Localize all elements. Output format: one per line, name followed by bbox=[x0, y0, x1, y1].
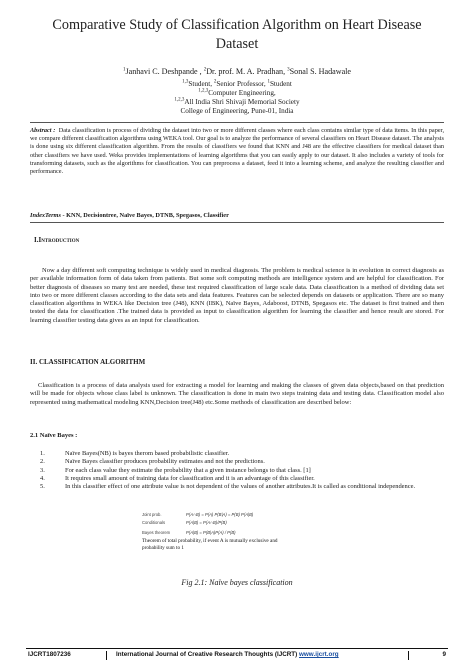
abstract bbox=[30, 127, 444, 176]
formula-label: Bayes theorem bbox=[142, 529, 171, 535]
section-1-heading: I.Introduction bbox=[34, 236, 80, 244]
page-footer bbox=[28, 651, 446, 660]
role-3-index: 1 bbox=[267, 79, 270, 85]
abstract-label: Abstract : bbox=[30, 127, 56, 134]
affiliation-college: College of Engineering, Pune-01, India bbox=[180, 107, 294, 115]
society-index: 1,2,3 bbox=[174, 97, 185, 103]
author-3-index: 3 bbox=[287, 67, 290, 73]
role-2-index: 2 bbox=[213, 79, 217, 85]
list-item-text: Naïve Bayes classifier produces probability estimates and not the predictions. bbox=[65, 458, 265, 466]
formula-row bbox=[142, 510, 342, 518]
list-item bbox=[40, 467, 444, 475]
index-terms-label: IndexTerms bbox=[30, 212, 61, 219]
figure-caption: Fig 2.1: Naïve bayes classification bbox=[181, 578, 293, 587]
figure-text-line-1: Theorem of total probability, if event A is mutually exclusive and bbox=[142, 538, 278, 545]
department: Computer Engineering, bbox=[208, 89, 276, 97]
page-number: 9 bbox=[442, 651, 446, 658]
author-1-index: 1 bbox=[122, 67, 126, 73]
formula-expression: P(A|B) = P(B|A)P(A) / P(B) bbox=[186, 529, 236, 535]
list-item-number: 4. bbox=[40, 474, 45, 482]
journal-url-link[interactable]: www.ijcrt.org bbox=[299, 651, 339, 658]
author-list bbox=[40, 66, 434, 77]
author-2-index: 2 bbox=[203, 67, 207, 73]
list-item-text: Naïve Bayes(NB) is bayes therom based probabilistic classifier. bbox=[65, 450, 230, 457]
author-3: Sonal S. Hadawale bbox=[289, 67, 352, 76]
list-item-text: In this classifier effect of one attribute value is not dependent of the values of another attributes.It is called as conditional independence. bbox=[65, 483, 416, 491]
role-1: Student, bbox=[188, 80, 214, 88]
affiliation-society bbox=[100, 98, 374, 107]
journal-name bbox=[116, 651, 408, 660]
society: All India Shri Shivaji Memorial Society bbox=[184, 98, 300, 106]
department-index: 1,2,3 bbox=[198, 88, 209, 94]
formula-row bbox=[142, 518, 342, 526]
figure-text-line-2: probability sum to 1 bbox=[142, 545, 184, 552]
formula-expression: P(A|B) = P(A∩B)/P(B) bbox=[186, 519, 227, 525]
affiliation-roles bbox=[100, 80, 374, 89]
list-item-number: 5. bbox=[40, 483, 45, 491]
list-item bbox=[40, 450, 444, 458]
section-2-body: Classification is a process of data analysis used for extracting a model for learning and making the classes of given data objects,based on that prediction will be made for objects whose class label is unknown. The classification is done in main two steps training data and testing data. Classification model also represented using mathematical modeling KNN,Decision tree(J48) etc.Some methods of classification are described below: bbox=[30, 382, 444, 406]
list-item-number: 3. bbox=[40, 466, 45, 474]
footer-rule bbox=[26, 648, 448, 649]
formula-expression: P(A∩B) = P(A) P(B|A) = P(B) P(A|B) bbox=[186, 511, 254, 517]
list-item-text: It requires small amount of training data for classification and it is an advantage of this classifier. bbox=[65, 474, 315, 482]
naive-bayes-figure bbox=[142, 510, 342, 572]
role-1-index: 1,3 bbox=[182, 79, 189, 85]
title-line-2: Dataset bbox=[215, 36, 259, 52]
list-item-number: 1. bbox=[40, 450, 45, 457]
affiliation-department bbox=[100, 89, 374, 98]
author-1: Janhavi C. Deshpande , bbox=[125, 67, 204, 76]
subsection-2-1-heading: 2.1 Naïve Bayes : bbox=[30, 432, 78, 439]
formula-label: Conditionals bbox=[142, 519, 166, 525]
list-item bbox=[40, 483, 444, 491]
section-1-body: Now a day different soft computing technique is widely used in medical diagnosis. The problem is medical science is in evolution in correct diagnosis as per available information form of data taken from patients. But some soft computing methods are intelligence system and are helpful for classification. For better diagnosis of diseases so many test are needed, these test required classification of large scale data. Data classification is a method of dividing data set into two or more different classes according to the data sets and data features. Features can be selected depends on datasets or application. There are so many classification algorithms in WEKA like Decision tree (J48), KNN (IBK), Naïve Bayes, Adaboost, DTNB, Spegasos etc. The dataset is first trained and then tested the data for classification .The trained data is provided as input to classification algorithm for learning the classifier and hence result are stored. For learning classifier testing data gives as an input for classification. bbox=[30, 267, 444, 324]
footer-separator bbox=[106, 651, 116, 660]
role-2: Senior Professor, bbox=[216, 80, 268, 88]
journal-title: International Journal of Creative Research Thoughts (IJCRT) bbox=[116, 651, 299, 658]
role-3: Student bbox=[269, 80, 292, 88]
author-2: Dr. prof. M. A. Pradhan, bbox=[206, 67, 288, 76]
list-item-text: For each class value they estimate the probability that a given instance belongs to that class. [1] bbox=[65, 466, 311, 474]
index-terms-text: - KNN, Decisiontree, Naïve Bayes, DTNB, Spegasos, Classifier bbox=[60, 212, 229, 219]
abstract-top-rule bbox=[30, 122, 444, 123]
index-terms bbox=[30, 212, 444, 220]
list-item-number: 2. bbox=[40, 458, 45, 466]
title-line-1: Comparative Study of Classification Algorithm on Heart Disease bbox=[52, 17, 422, 33]
formula-row bbox=[142, 526, 342, 538]
naive-bayes-list bbox=[40, 450, 444, 491]
paper-title bbox=[30, 16, 444, 54]
abstract-text: Data classification is process of dividing the dataset into two or more different classes where each class contains similar type of data items. In this paper, we compare different classification algorithms using WEKA tool. Our goal is to analyze the performance of several classifiers on Heart Disease dataset. The analysis is done using six different classification algorithm. From the results of classifiers we found that KNN and J48 are the effective classifiers for medical dataset than other classifiers we have used. Weka provides implementations of learning algorithms that you can easily apply to our dataset. It also includes a variety of tools for transforming datasets, such as the algorithms for classification. You can preprocess a dataset, feed it into a learning scheme, and analyze the resulting classifier and performance. bbox=[30, 127, 445, 176]
footer-separator bbox=[408, 651, 418, 660]
abstract-bottom-rule bbox=[30, 222, 444, 223]
section-2-heading: II. CLASSIFICATION ALGORITHM bbox=[30, 358, 146, 366]
formula-label: Joint prob. bbox=[142, 511, 162, 517]
list-item bbox=[40, 475, 444, 483]
paper-id: IJCRT1807236 bbox=[28, 651, 71, 658]
list-item bbox=[40, 458, 444, 466]
